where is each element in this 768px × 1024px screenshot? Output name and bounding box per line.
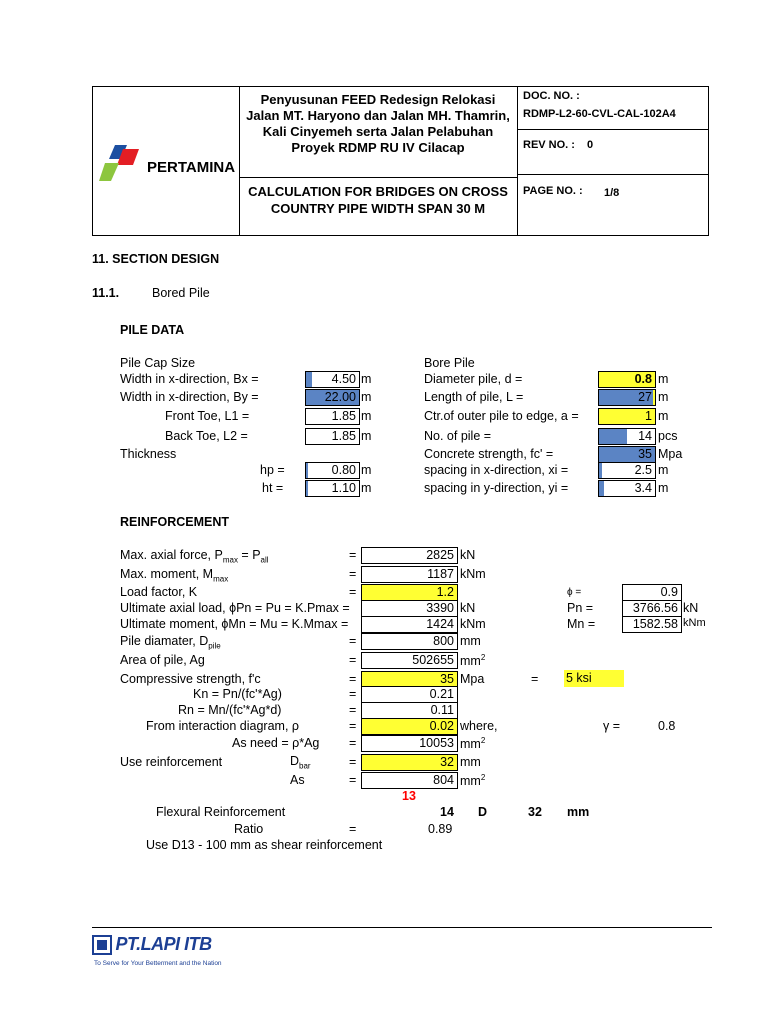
section-title: 11. SECTION DESIGN xyxy=(92,252,220,266)
ratio-value: 0.89 xyxy=(428,822,453,836)
pmax-unit: kN xyxy=(460,548,476,562)
area-label: Area of pile, Ag xyxy=(120,653,205,667)
compressive-strength-unit: Mpa xyxy=(460,672,485,686)
data-bar-fill xyxy=(306,481,308,496)
rho-value: 0.02 xyxy=(361,718,458,735)
spacing-x-unit: m xyxy=(658,463,669,477)
subsection-number: 11.1. xyxy=(92,286,120,300)
flexural-label: Flexural Reinforcement xyxy=(156,805,286,819)
pile-count-value: 14 xyxy=(598,428,656,445)
length-label: Length of pile, L = xyxy=(424,390,524,404)
hp-value: 0.80 xyxy=(305,462,360,479)
equals-sign: = xyxy=(349,822,357,836)
ksi-value: 5 ksi xyxy=(564,670,624,687)
equals-sign: = xyxy=(349,703,357,717)
equals-sign: = xyxy=(349,672,357,686)
pile-diameter-unit: mm xyxy=(460,634,481,648)
pile-count-unit: pcs xyxy=(658,429,678,443)
by-label: Width in x-direction, By = xyxy=(120,390,259,404)
page-no-value: 1/8 xyxy=(604,187,620,199)
doc-no-label: DOC. NO. : xyxy=(523,90,580,102)
pn-label: Pn = xyxy=(567,601,594,615)
bar-count-red: 13 xyxy=(402,789,416,803)
rev-no-label: REV NO. : xyxy=(523,139,575,151)
l1-unit: m xyxy=(361,409,372,423)
area-unit: $mm^2$ xyxy=(460,653,486,669)
bx-unit: m xyxy=(361,372,372,386)
data-bar-fill xyxy=(306,463,308,478)
rev-no-value: 0 xyxy=(587,139,594,151)
spacing-y-label: spacing in y-direction, yi = xyxy=(424,481,569,495)
concrete-strength-unit: Mpa xyxy=(658,447,683,461)
as-need-unit: $mm^2$ xyxy=(460,736,486,752)
spacing-y-unit: m xyxy=(658,481,669,495)
edge-distance-unit: m xyxy=(658,409,669,423)
l2-value: 1.85 xyxy=(305,428,360,445)
reinforcement-title: REINFORCEMENT xyxy=(120,515,230,529)
l2-label: Back Toe, L2 = xyxy=(165,429,248,443)
bx-label: Width in x-direction, Bx = xyxy=(120,372,259,386)
header-divider xyxy=(517,174,708,175)
diameter-value: 0.8 xyxy=(598,371,656,388)
ht-label: ht = xyxy=(262,481,284,495)
pertamina-logo-icon xyxy=(99,143,143,183)
equals-sign: = xyxy=(349,736,357,750)
page-no-label: PAGE NO. : xyxy=(523,185,583,197)
equals-sign: = xyxy=(349,548,357,562)
edge-distance-label: Ctr.of outer pile to edge, a = xyxy=(424,409,579,423)
dbar-label: $D_{bar}$ xyxy=(290,754,311,771)
dbar-value: 32 xyxy=(361,754,458,771)
rho-where: where, xyxy=(460,719,498,733)
pertamina-logo xyxy=(99,143,143,186)
lapi-company-name: PT.LAPI ITB xyxy=(115,934,212,954)
equals-sign: = xyxy=(349,653,357,667)
mu-value: 1424 xyxy=(361,616,458,633)
length-value: 27 xyxy=(598,389,656,406)
mn-label: Mn = xyxy=(567,617,596,631)
edge-distance-value: 1 xyxy=(598,408,656,425)
ht-unit: m xyxy=(361,481,372,495)
as-need-value: 10053 xyxy=(361,735,458,752)
pile-diameter-label: Pile diamater, $D_{pile}$ xyxy=(120,634,221,651)
lapi-logo xyxy=(92,934,212,956)
diameter-unit: m xyxy=(658,372,669,386)
rho-label: From interaction diagram, ρ xyxy=(146,719,299,733)
load-factor-value: 1.2 xyxy=(361,584,458,601)
rn-label: Rn = Mn/(fc'*Ag*d) xyxy=(178,703,282,717)
equals-sign: = xyxy=(349,773,357,787)
pile-data-title: PILE DATA xyxy=(120,323,185,337)
equals-sign: = xyxy=(531,672,539,686)
equals-sign: = xyxy=(349,687,357,701)
data-bar-fill xyxy=(599,429,627,444)
mmax-value: 1187 xyxy=(361,566,458,583)
pn-unit: kN xyxy=(683,601,699,615)
mu-unit: kNm xyxy=(460,617,486,631)
rn-value: 0.11 xyxy=(361,702,458,719)
equals-sign: = xyxy=(349,755,357,769)
mmax-unit: kNm xyxy=(460,567,486,581)
pn-value: 3766.56 xyxy=(622,600,682,617)
concrete-strength-label: Concrete strength, fc' = xyxy=(424,447,554,461)
as-value: 804 xyxy=(361,772,458,789)
phi-value: 0.9 xyxy=(622,584,682,601)
data-bar-fill xyxy=(306,372,312,387)
header-divider xyxy=(239,177,517,178)
as-unit: $mm^2$ xyxy=(460,773,486,789)
dbar-unit: mm xyxy=(460,755,481,769)
ratio-label: Ratio xyxy=(234,822,264,836)
use-reinforcement-label: Use reinforcement xyxy=(120,755,223,769)
header-divider xyxy=(239,87,240,235)
gamma-label: γ = xyxy=(603,719,621,733)
spacing-x-label: spacing in x-direction, xi = xyxy=(424,463,569,477)
flexural-size: 32 xyxy=(528,805,542,819)
ultimate-axial-label: Ultimate axial load, ϕPn = Pu = K.Pmax = xyxy=(120,601,350,615)
bore-pile-label: Bore Pile xyxy=(424,356,475,370)
area-value: 502655 xyxy=(361,652,458,669)
pile-diameter-value: 800 xyxy=(361,633,458,650)
as-label: As xyxy=(290,773,305,787)
spacing-x-value: 2.5 xyxy=(598,462,656,479)
flexural-d: D xyxy=(478,805,488,819)
pmax-label: Max. axial force, $P_{max} = P_{all}$ xyxy=(120,548,269,565)
kn-value: 0.21 xyxy=(361,686,458,703)
concrete-strength-value: 35 xyxy=(598,446,656,463)
subsection-title: Bored Pile xyxy=(152,286,210,300)
header-divider xyxy=(517,87,518,235)
diameter-label: Diameter pile, d = xyxy=(424,372,523,386)
length-unit: m xyxy=(658,390,669,404)
ultimate-moment-label: Ultimate moment, ϕMn = Mu = K.Mmax = xyxy=(120,617,349,631)
lapi-logo-icon xyxy=(92,934,112,956)
equals-sign: = xyxy=(349,719,357,733)
mn-unit: kNm xyxy=(683,617,706,629)
company-name: PERTAMINA xyxy=(147,159,236,176)
thickness-label: Thickness xyxy=(120,447,177,461)
pu-unit: kN xyxy=(460,601,476,615)
compressive-strength-value: 35 xyxy=(361,671,458,688)
data-bar-fill xyxy=(599,481,604,496)
flexural-count: 14 xyxy=(440,805,454,819)
doc-no-value: RDMP-L2-60-CVL-CAL-102A4 xyxy=(523,108,676,120)
document-header xyxy=(92,86,709,236)
mmax-label: Max. moment, $M_{max}$ xyxy=(120,567,229,584)
hp-unit: m xyxy=(361,463,372,477)
as-need-label: As need = ρ*Ag xyxy=(232,736,320,750)
spacing-y-value: 3.4 xyxy=(598,480,656,497)
project-title: Penyusunan FEED Redesign Relokasi Jalan MT. Haryono dan Jalan MH. Thamrin, Kali Cinyemeh serta Jalan Pelabuhan Proyek RDMP RU IV Cilacap xyxy=(246,92,510,155)
l1-value: 1.85 xyxy=(305,408,360,425)
footer-divider xyxy=(92,927,712,928)
pu-value: 3390 xyxy=(361,600,458,617)
flexural-unit: mm xyxy=(567,805,590,819)
bx-value: 4.50 xyxy=(305,371,360,388)
ht-value: 1.10 xyxy=(305,480,360,497)
by-unit: m xyxy=(361,390,372,404)
by-value: 22.00 xyxy=(305,389,360,406)
hp-label: hp = xyxy=(260,463,285,477)
pile-cap-size-label: Pile Cap Size xyxy=(120,356,196,370)
equals-sign: = xyxy=(349,585,357,599)
l1-label: Front Toe, L1 = xyxy=(165,409,250,423)
shear-note: Use D13 - 100 mm as shear reinforcement xyxy=(146,838,383,852)
header-divider xyxy=(517,129,708,130)
lapi-tagline: To Serve for Your Betterment and the Nation xyxy=(94,960,222,967)
l2-unit: m xyxy=(361,429,372,443)
phi-label: ϕ = xyxy=(567,587,582,598)
gamma-value: 0.8 xyxy=(658,719,676,733)
compressive-strength-label: Compressive strength, f'c xyxy=(120,672,261,686)
pmax-value: 2825 xyxy=(361,547,458,564)
equals-sign: = xyxy=(349,567,357,581)
data-bar-fill xyxy=(599,463,602,478)
kn-label: Kn = Pn/(fc'*Ag) xyxy=(193,687,282,701)
load-factor-label: Load factor, K xyxy=(120,585,198,599)
calculation-title: CALCULATION FOR BRIDGES ON CROSS COUNTRY PIPE WIDTH SPAN 30 M xyxy=(248,184,508,216)
equals-sign: = xyxy=(349,634,357,648)
mn-value: 1582.58 xyxy=(622,616,682,633)
pile-count-label: No. of pile = xyxy=(424,429,492,443)
